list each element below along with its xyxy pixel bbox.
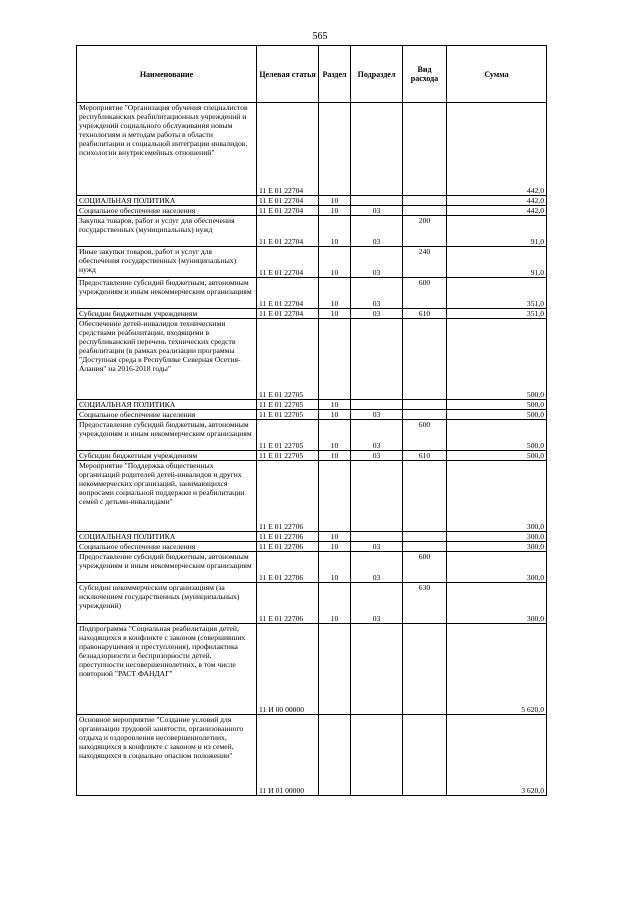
table-row [77,309,547,319]
row-subsection [351,196,403,206]
row-section: 10 [319,216,351,247]
row-name: Субсидии бюджетным учреждениям [77,309,257,319]
row-name: Закупка товаров, работ и услуг для обеспечения государственных (муниципальных) нужд [77,216,257,247]
row-section: 10 [319,278,351,309]
row-type [403,196,447,206]
header-name: Наименование [77,46,257,103]
row-section: 10 [319,400,351,410]
row-type: 600 [403,420,447,451]
row-section: 10 [319,247,351,278]
row-sum: 300,0 [447,552,547,583]
row-code: 11 И 01 00000 [257,715,319,796]
row-code: 11 Е 01 22706 [257,552,319,583]
row-sum: 442,0 [447,206,547,216]
row-type [403,410,447,420]
row-subsection: 03 [351,552,403,583]
row-subsection: 03 [351,247,403,278]
row-name: Социальное обеспечение населения [77,542,257,552]
row-section: 10 [319,451,351,461]
row-type: 600 [403,278,447,309]
row-subsection: 03 [351,542,403,552]
row-name: СОЦИАЛЬНАЯ ПОЛИТИКА [77,532,257,542]
row-name: СОЦИАЛЬНАЯ ПОЛИТИКА [77,400,257,410]
row-name: Предоставление субсидий бюджетным, автономным учреждениям и иным некоммерческим организациям [77,278,257,309]
table-header-row [77,46,547,103]
row-section [319,319,351,400]
row-type [403,624,447,715]
row-code: 11 Е 01 22705 [257,319,319,400]
page-number: 565 [312,31,328,42]
row-code: 11 Е 01 22706 [257,542,319,552]
row-subsection: 03 [351,451,403,461]
row-code: 11 Е 01 22704 [257,103,319,196]
row-subsection [351,715,403,796]
row-code: 11 Е 01 22704 [257,309,319,319]
header-subsection: Подраздел [351,46,403,103]
row-code: 11 Е 01 22704 [257,216,319,247]
header-section: Раздел [319,46,351,103]
row-sum: 300,0 [447,532,547,542]
row-sum: 300,0 [447,583,547,624]
row-section: 10 [319,552,351,583]
table-row [77,552,547,583]
row-name: Социальное обеспечение населения [77,410,257,420]
budget-table [76,45,547,796]
row-name: СОЦИАЛЬНАЯ ПОЛИТИКА [77,196,257,206]
row-subsection: 03 [351,278,403,309]
table-row [77,278,547,309]
row-type: 240 [403,247,447,278]
row-subsection [351,319,403,400]
row-type [403,103,447,196]
row-type [403,400,447,410]
row-subsection [351,624,403,715]
row-code: 11 Е 01 22705 [257,420,319,451]
row-type: 200 [403,216,447,247]
row-name: Предоставление субсидий бюджетным, автономным учреждениям и иным некоммерческим организациям [77,552,257,583]
row-name: Субсидии некоммерческим организациям (за исключением государственных (муниципальных) учреждений) [77,583,257,624]
table-row [77,451,547,461]
row-code: 11 И 00 00000 [257,624,319,715]
row-name: Субсидии бюджетным учреждениям [77,451,257,461]
row-sum: 3 620,0 [447,715,547,796]
table-row [77,319,547,400]
row-sum: 300,0 [447,461,547,532]
row-type: 630 [403,583,447,624]
row-sum: 91,0 [447,216,547,247]
row-subsection: 03 [351,206,403,216]
table-row [77,420,547,451]
row-subsection [351,532,403,542]
row-name: Подпрограмма "Социальная реабилитация детей, находящихся в конфликте с законом (совершивших правонарушения и преступления), профилактика безнадзорности и беспризорности детей, преступности несовершеннолетних, в том числе повторной "РАСТ ФАНДАГ" [77,624,257,715]
row-section: 10 [319,583,351,624]
table-row [77,216,547,247]
row-sum: 91,0 [447,247,547,278]
row-subsection [351,400,403,410]
row-name: Основное мероприятие "Создание условий для организации трудовой занятости, организованного отдыха и оздоровления несовершеннолетних, находящихся в конфликте с законом и из семей, находящихся в социально опасном положении" [77,715,257,796]
row-name: Социальное обеспечение населения [77,206,257,216]
row-code: 11 Е 01 22704 [257,247,319,278]
row-section: 10 [319,420,351,451]
row-sum: 300,0 [447,542,547,552]
row-code: 11 Е 01 22705 [257,451,319,461]
row-section: 10 [319,542,351,552]
row-type: 600 [403,552,447,583]
row-code: 11 Е 01 22705 [257,410,319,420]
row-code: 11 Е 01 22704 [257,278,319,309]
row-name: Обеспечение детей-инвалидов техническими средствами реабилитации, входящими в республиканский перечень технических средств реабилитации (в рамках реализации программы "Доступная среда в Республике Северная Осетия-Алания" на 2016-2018 годы" [77,319,257,400]
table-row [77,542,547,552]
row-sum: 5 620,0 [447,624,547,715]
table-body [77,103,547,796]
table-row [77,461,547,532]
row-type [403,542,447,552]
row-sum: 500,0 [447,451,547,461]
row-section: 10 [319,196,351,206]
row-section: 10 [319,206,351,216]
row-subsection [351,103,403,196]
table-row [77,715,547,796]
row-type [403,319,447,400]
table-row [77,410,547,420]
header-type: Вид расхода [403,46,447,103]
row-section [319,461,351,532]
row-sum: 351,0 [447,278,547,309]
row-sum: 442,0 [447,103,547,196]
header-sum: Сумма [447,46,547,103]
row-name: Мероприятие "Организация обучения специалистов республиканских реабилитационных учреждений и учреждений социального обслуживания новым технологиям и методам работы в области реабилитации и социальной интеграции инвалидов, психологии внутрисемейных отношений" [77,103,257,196]
row-subsection: 03 [351,216,403,247]
row-section: 10 [319,532,351,542]
row-code: 11 Е 01 22706 [257,532,319,542]
row-section: 10 [319,410,351,420]
row-subsection: 03 [351,420,403,451]
table-row [77,583,547,624]
row-name: Мероприятие "Поддержка общественных организаций родителей детей-инвалидов и других некоммерческих организаций, занимающихся вопросами социальной поддержки и реабилитации семей с детьми-инвалидами" [77,461,257,532]
table-row [77,247,547,278]
row-code: 11 Е 01 22706 [257,461,319,532]
row-name: Предоставление субсидий бюджетным, автономным учреждениям и иным некоммерческим организациям [77,420,257,451]
row-subsection: 03 [351,410,403,420]
row-code: 11 Е 01 22705 [257,400,319,410]
row-type [403,715,447,796]
row-code: 11 Е 01 22704 [257,196,319,206]
row-type: 610 [403,451,447,461]
row-type [403,461,447,532]
row-name: Иные закупки товаров, работ и услуг для обеспечения государственных (муниципальных) нужд [77,247,257,278]
row-section [319,103,351,196]
row-sum: 442,0 [447,196,547,206]
header-code: Целевая статья [257,46,319,103]
row-sum: 351,0 [447,309,547,319]
row-sum: 500,0 [447,400,547,410]
row-code: 11 Е 01 22706 [257,583,319,624]
row-subsection: 03 [351,583,403,624]
table-row [77,196,547,206]
table-row [77,532,547,542]
row-code: 11 Е 01 22704 [257,206,319,216]
table-row [77,206,547,216]
row-type: 610 [403,309,447,319]
row-type [403,532,447,542]
row-section [319,715,351,796]
row-subsection [351,461,403,532]
row-sum: 500,0 [447,410,547,420]
row-type [403,206,447,216]
row-section [319,624,351,715]
row-sum: 500,0 [447,420,547,451]
table-row [77,103,547,196]
row-sum: 500,0 [447,319,547,400]
row-subsection: 03 [351,309,403,319]
row-section: 10 [319,309,351,319]
table-row [77,400,547,410]
table-row [77,624,547,715]
